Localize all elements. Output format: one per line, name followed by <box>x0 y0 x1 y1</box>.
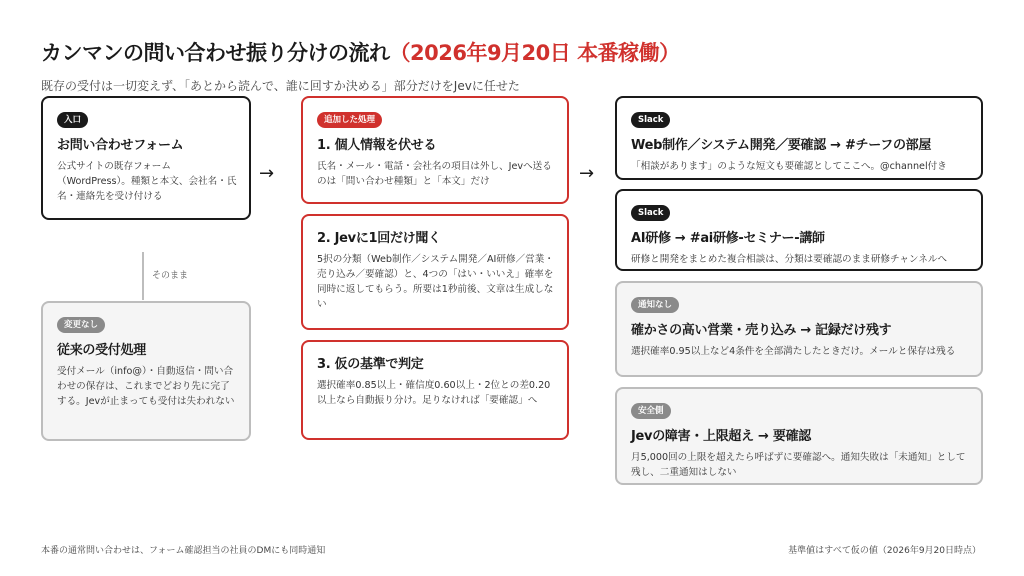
step2-card <box>301 214 569 330</box>
input-badge: 入口 <box>57 112 88 128</box>
step1-card <box>301 96 569 204</box>
step1-badge: 追加した処理 <box>317 112 382 128</box>
arrow-right-icon: → <box>579 163 595 184</box>
legacy-desc: 受付メール（info@）・自動返信・問い合わせの保存は、これまでどおり先に完了する。Jevが止まっても受付は失われない <box>57 366 235 407</box>
title-main: カンマンの問い合わせ振り分けの流れ <box>41 41 390 65</box>
page-title <box>41 37 680 67</box>
legacy-title: 従来の受付処理 <box>57 343 146 358</box>
step3-desc: 選択確率0.85以上・確信度0.60以上・2位との差0.20以上なら自動振り分け。足りなければ「要確認」へ <box>317 380 551 406</box>
output-safe-side-card <box>615 387 983 485</box>
step2-desc: 5択の分類（Web制作／システム開発／AI研修／営業・売り込み／要確認）と、4つの「はい・いいえ」確率を同時に返してもらう。所要は1秒前後、文章は生成しない <box>317 254 554 310</box>
output2-title: AI研修 → #ai研修-セミナー-講師 <box>631 231 825 246</box>
output-no-notify-card <box>615 281 983 377</box>
output4-badge: 安全側 <box>631 403 671 419</box>
input-title: お問い合わせフォーム <box>57 138 184 153</box>
output-slack-chief-card <box>615 96 983 180</box>
output3-badge: 通知なし <box>631 297 679 313</box>
connector-label: そのまま <box>152 271 189 281</box>
step1-desc: 氏名・メール・電話・会社名の項目は外し、Jevへ送るのは「問い合わせ種類」と「本文」だけ <box>317 161 552 187</box>
footer-note-right: 基準値はすべて仮の値（2026年9月20日時点） <box>788 546 981 556</box>
step3-title: 3. 仮の基準で判定 <box>317 357 424 372</box>
output3-desc: 選択確率0.95以上など4条件を全部満たしたときだけ。メールと保存は残る <box>631 346 956 357</box>
output2-desc: 研修と開発をまとめた複合相談は、分類は要確認のまま研修チャンネルへ <box>631 254 948 265</box>
page-subtitle: 既存の受付は一切変えず、「あとから読んで、誰に回すか決める」部分だけをJevに任せた <box>41 79 520 93</box>
output4-desc: 月5,000回の上限を超えたら呼ばずに要確認へ。通知失敗は「未通知」として残し、二重通知はしない <box>631 452 966 478</box>
output1-badge: Slack <box>631 112 670 128</box>
input-form-card <box>41 96 251 220</box>
connector-line <box>142 252 144 300</box>
output-slack-ai-card <box>615 189 983 271</box>
output1-title: Web制作／システム開発／要確認 → #チーフの部屋 <box>631 138 932 153</box>
legacy-process-card <box>41 301 251 441</box>
output1-desc: 「相談があります」のような短文も要確認としてここへ。@channel付き <box>631 161 947 172</box>
title-accent: （2026年9月20日 本番稼働） <box>389 41 680 65</box>
step3-card <box>301 340 569 440</box>
step1-title: 1. 個人情報を伏せる <box>317 138 437 153</box>
output2-badge: Slack <box>631 205 670 221</box>
step2-title: 2. Jevに1回だけ聞く <box>317 231 441 246</box>
output4-title: Jevの障害・上限超え → 要確認 <box>631 429 811 444</box>
arrow-right-icon: → <box>259 163 275 184</box>
legacy-badge: 変更なし <box>57 317 105 333</box>
footer-note-left: 本番の通常問い合わせは、フォーム確認担当の社員のDMにも同時通知 <box>41 546 326 556</box>
input-desc: 公式サイトの既存フォーム（WordPress）。種類と本文、会社名・氏名・連絡先を受け付ける <box>57 161 237 202</box>
output3-title: 確かさの高い営業・売り込み → 記録だけ残す <box>631 323 892 338</box>
